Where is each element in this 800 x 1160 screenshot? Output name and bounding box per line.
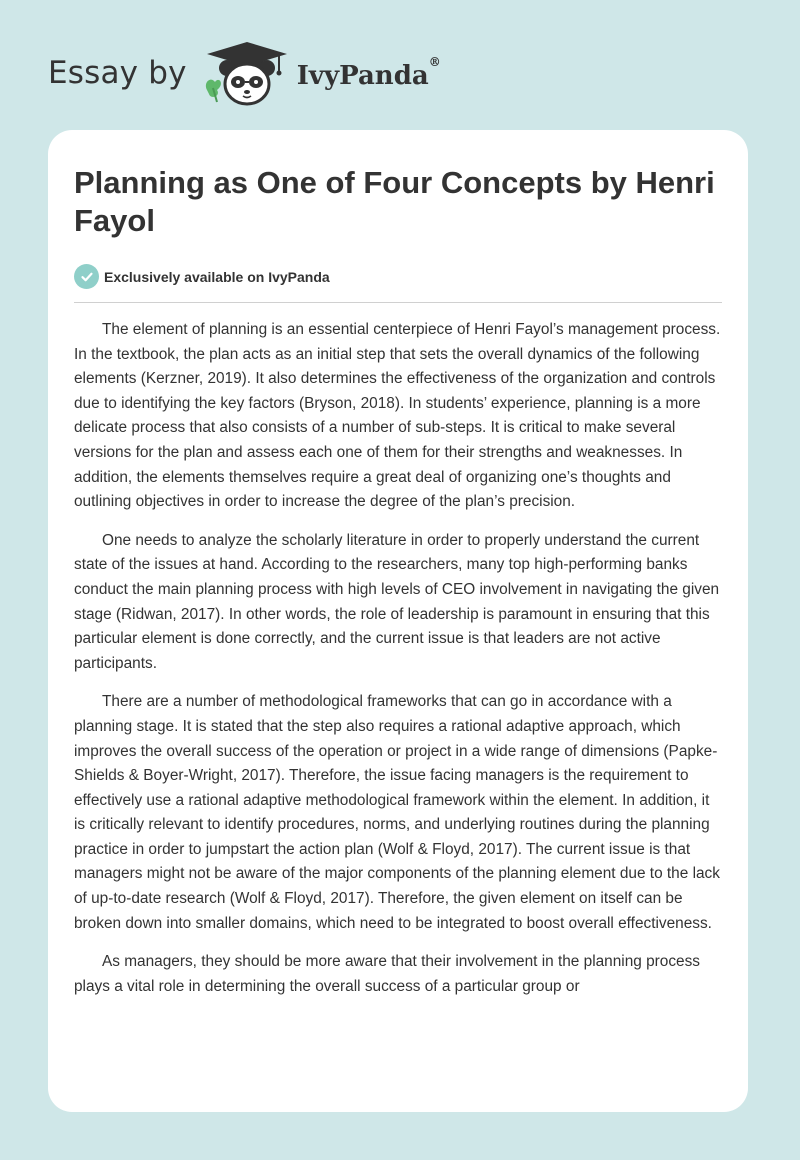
brand-header <box>48 38 441 108</box>
essay-card <box>48 130 748 1112</box>
exclusive-badge-label: Exclusively available on IvyPanda <box>104 268 330 285</box>
brand-name-text: IvyPanda <box>296 61 429 91</box>
registered-mark: ® <box>428 55 441 69</box>
exclusive-badge <box>74 264 330 289</box>
essay-title: Planning as One of Four Concepts by Henri Fayol <box>74 165 715 238</box>
paragraph: There are a number of methodological frameworks that can go in accordance with a planning stage. It is stated that the step also requires a rational adaptive approach, which improves the overall success of the operation or project in a wide range of dimensions (Papke-Shields & Boyer-Wright, 2017). Therefore, the issue facing managers is the requirement to effectively use a rational adaptive methodological framework within the element. In addition, it is critically relevant to identify procedures, norms, and underlying routines during the planning practice in order to jumpstart the action plan (Wolf & Floyd, 2017). The current issue is that managers might not be aware of the major components of the planning element due to the lack of up-to-date research (Wolf & Floyd, 2017). Therefore, the given element on itself can be broken down into smaller domains, which need to be integrated to boost overall effectiveness. <box>74 693 720 932</box>
brand-name[interactable] <box>296 55 441 91</box>
paragraph: As managers, they should be more aware that their involvement in the planning process plays a vital role in determining the overall success of a particular group or <box>74 953 701 995</box>
brand-prefix: Essay by <box>48 55 187 91</box>
divider <box>74 302 722 303</box>
panda-graduate-icon[interactable] <box>201 38 293 108</box>
check-icon <box>74 264 99 289</box>
essay-body <box>74 318 724 1013</box>
paragraph: The element of planning is an essential centerpiece of Henri Fayol’s management process. In the textbook, the plan acts as an initial step that sets the overall dynamics of the following elements (Kerzner, 2019). It also determines the effectiveness of the organization and controls due to identifying the key factors (Bryson, 2018). In students’ experience, planning is a more delicate process that also consists of a number of sub-steps. It is critical to make several versions for the plan and assess each one of them for their strengths and weaknesses. In addition, the elements themselves require a great deal of organizing one’s thoughts and outlining objectives in order to increase the degree of the plan’s precision. <box>74 321 721 511</box>
paragraph: One needs to analyze the scholarly literature in order to properly understand the current state of the issues at hand. According to the researchers, many top high-performing banks conduct the main planning process with high levels of CEO involvement in navigating the given stage (Ridwan, 2017). In other words, the role of leadership is paramount in ensuring that this particular element is done correctly, and the current issue is that leaders are not active participants. <box>74 531 720 672</box>
